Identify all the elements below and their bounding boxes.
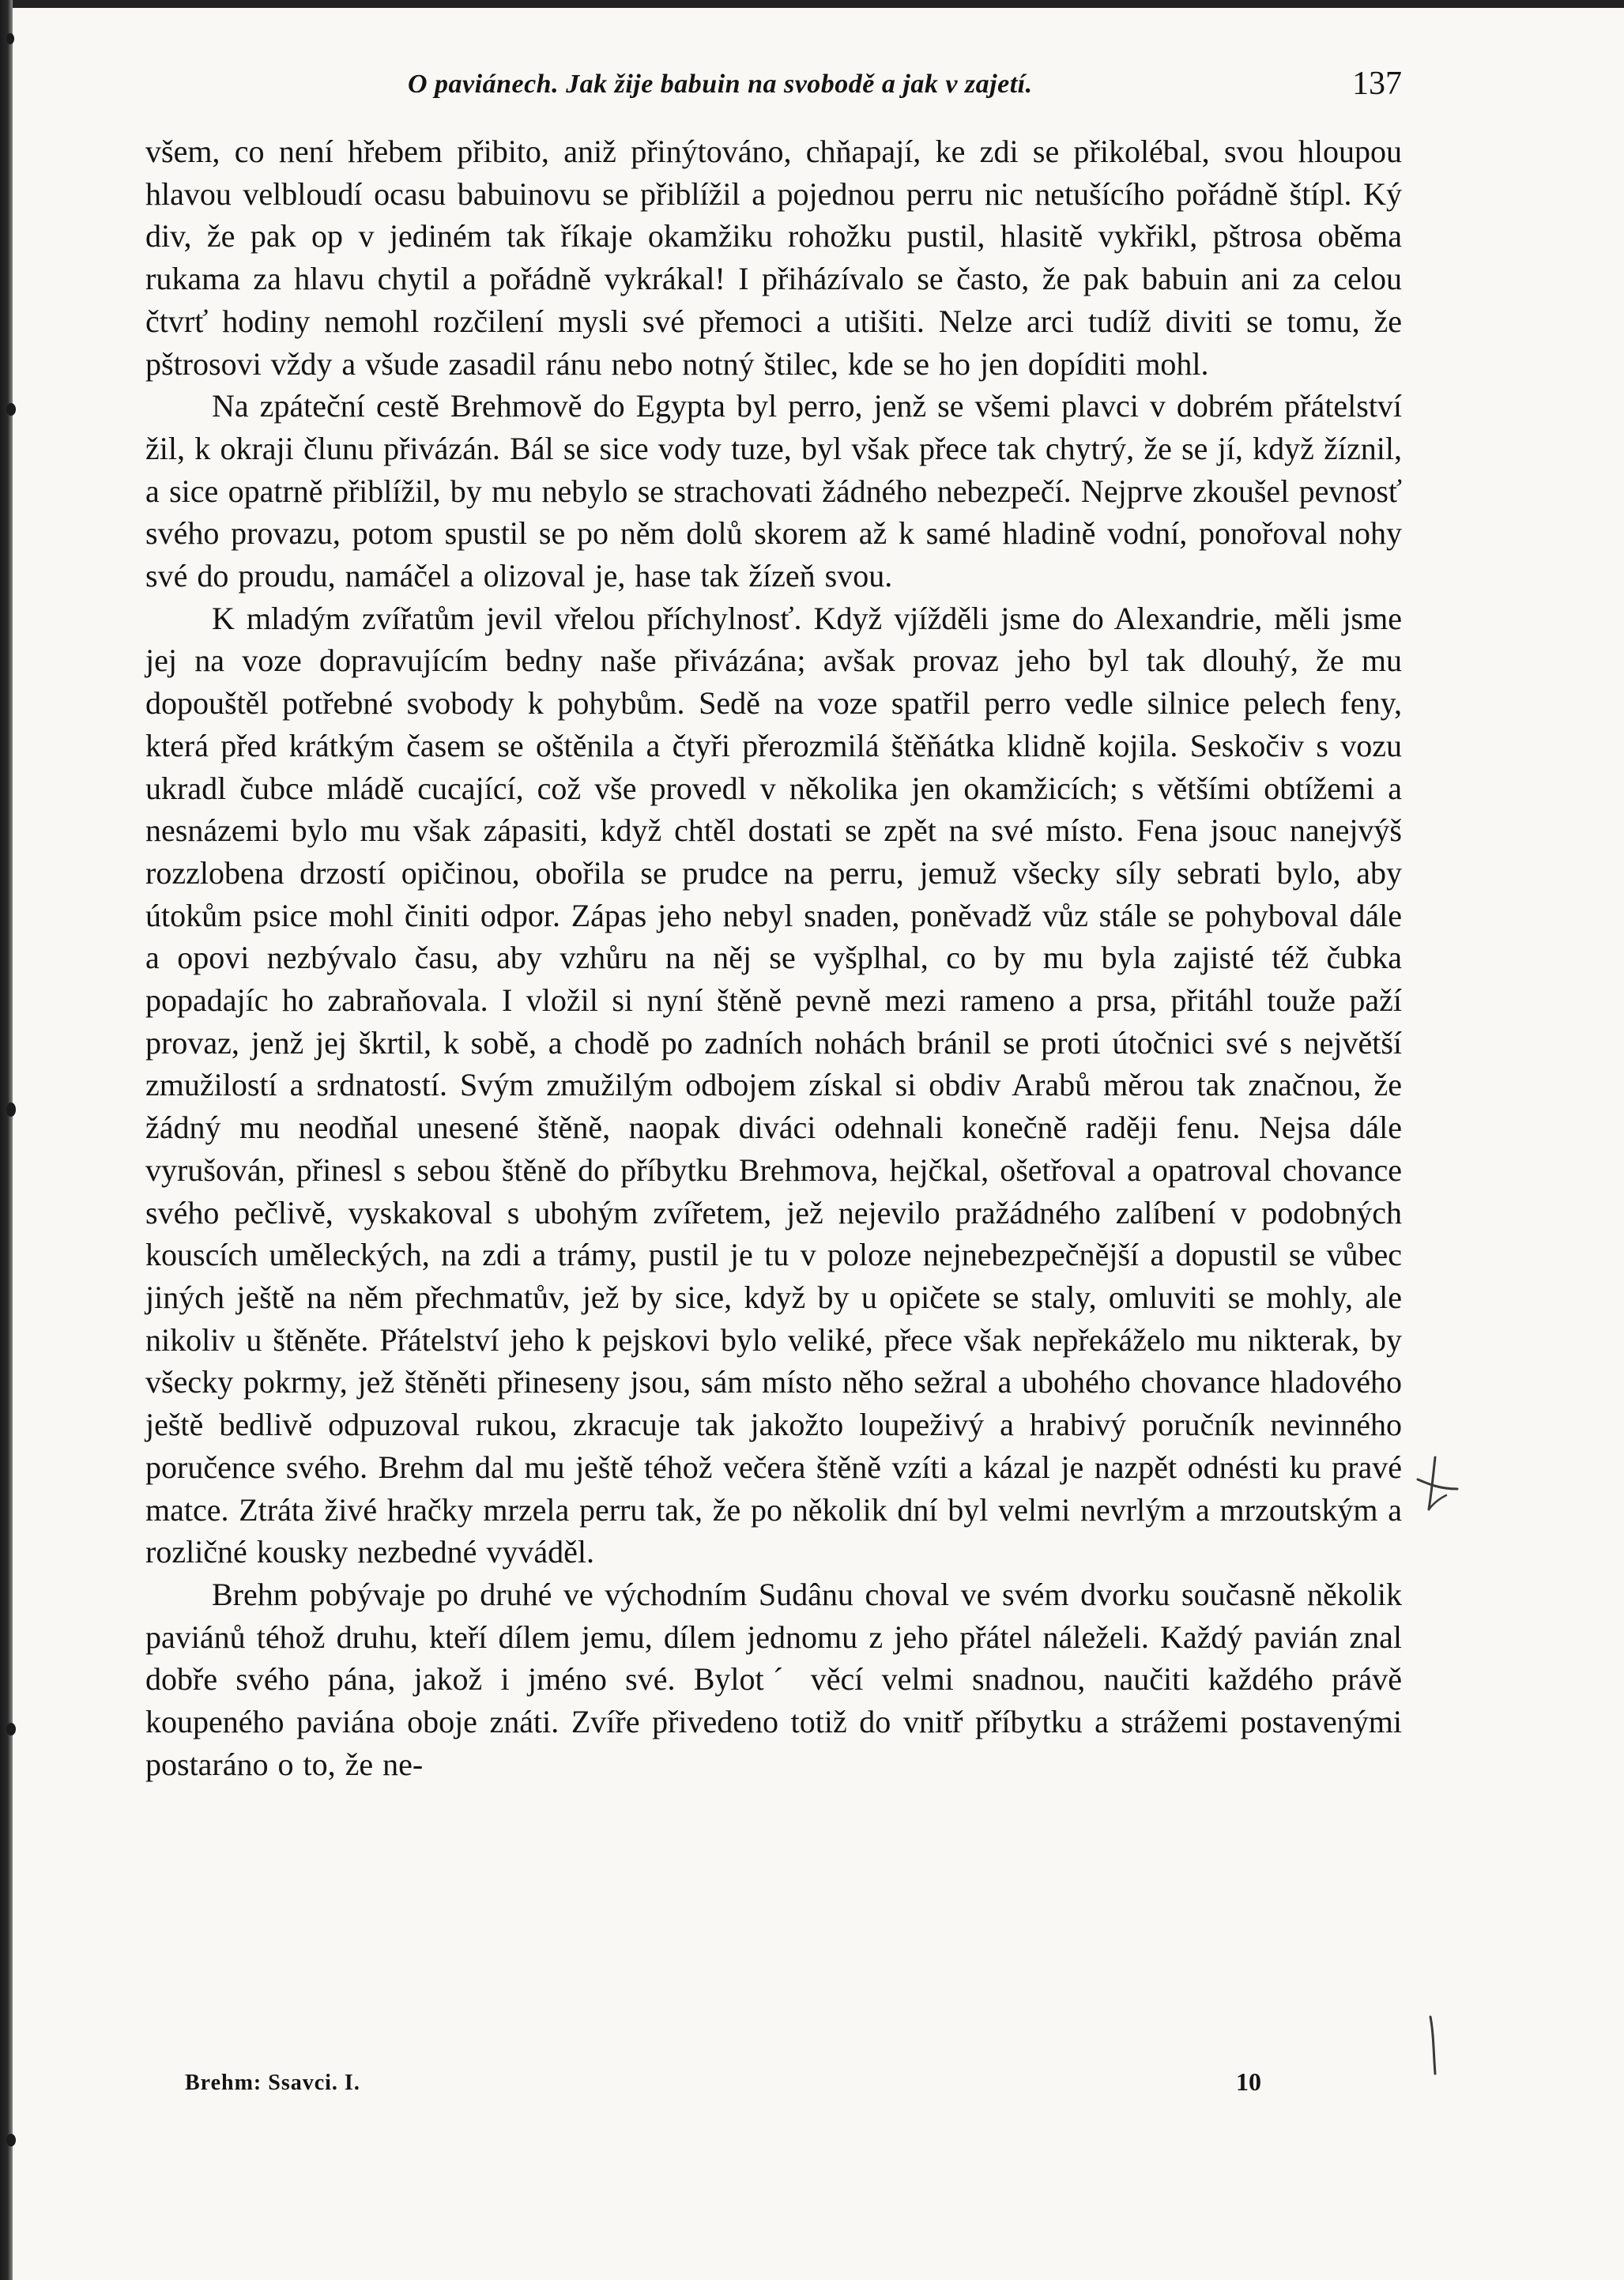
paragraph: K mladým zvířatům jevil vřelou příchylnosť. Když vjížděli jsme do Alexandrie, měli jsme jej na voze dopravujícím bedny naše přivázána; avšak provaz jeho byl tak dlouhý, že mu dopouštěl potřebné svobody k pohybům. Sedě na voze spatřil perro vedle silnice pelech feny, která před krátkým časem se oštěnila a čtyři přerozmilá štěňátka klidně kojila. Seskočiv s vozu ukradl čubce mládě cucající, což vše provedl v několika jen okamžicích; s většími obtížemi a nesnázemi bylo mu však zápasiti, když chtěl dostati se zpět na své místo. Fena jsouc nanejvýš rozzlobena drzostí opičinou, obořila se prudce na perru, jemuž všecky síly sebrati bylo, aby útokům psice mohl činiti odpor. Zápas jeho nebyl snaden, poněvadž vůz stále se pohyboval dále a opovi nezbývalo času, aby vzhůru na něj se vyšplhal, co by mu byla zajisté též čubka popadajíc ho zabraňovala. I vložil si nyní štěně pevně mezi rameno a prsa, přitáhl touže paží provaz, jenž jej škrtil, k sobě, a chodě po zadních nohách bránil se proti útočnici své s největší zmužilostí a srdnatostí. Svým zmužilým odbojem získal si obdiv Arabů měrou tak značnou, že žádný mu neodňal unesené štěně, naopak diváci odehnali konečně raději fenu. Nejsa dále vyrušován, přinesl s sebou štěně do příbytku Brehmova, hejčkal, ošetřoval a opatroval chovance svého pečlivě, vyskakoval s ubohým zvířetem, jež nejevilo pražádného zalíbení v podobných kouscích uměleckých, na zdi a trámy, pustil je tu v poloze nejnebezpečnější a dopustil se vůbec jiných ještě na něm přechmatův, jež by sice, když by u opičete se staly, omluviti se mohly, ale nikoliv u štěněte. Přátelství jeho k pejskovi bylo veliké, přece však nepřekáželo mu nikterak, by všecky pokrmy, jež štěněti přineseny jsou, sám místo něho sežral a ubohého chovance hladového ještě bedlivě odpuzoval rukou, zkracuje tak jakožto loupeživý a hrabivý poručník nevinného poručence svého. Brehm dal mu ještě téhož večera štěně vzíti a kázal je nazpět odnésti ku pravé matce. Ztráta živé hračky mrzela perru tak, že po několik dní byl velmi nevrlým a mrzoutským a rozličné kousky nezbedné vyváděl. [145, 600, 1402, 1570]
page-footer [185, 2055, 1291, 2094]
pencil-cross-mark [1415, 1454, 1462, 1517]
edge-speck [6, 33, 14, 44]
sheet-number: 10 [1236, 2067, 1261, 2096]
page-header [145, 63, 1402, 111]
paragraph: Na zpáteční cestě Brehmově do Egypta byl perro, jenž se všemi plavci v dobrém přátelství žil, k okraji člunu přivázán. Bál se sice vody tuze, byl však přece tak chytrý, že se jí, když žíznil, a sice opatrně přiblížil, by mu nebylo se strachovati žádného nebezpečí. Nejprve zkoušel pevnosť svého provazu, potom spustil se po něm dolů skorem až k samé hladině vodní, ponořoval nohy své do proudu, namáčel a olizoval je, hase tak žízeň svou. [145, 388, 1402, 594]
scan-left-edge [0, 0, 13, 2280]
paragraph: Brehm pobývaje po druhé ve východním Sudânu choval ve svém dvorku současně několik paviánů téhož druhu, kteří dílem jemu, dílem jednomu z jeho přátel náleželi. Každý pavián znal dobře svého pána, jakož i jméno své. Bylotˊ věcí velmi snadnou, naučiti každého právě koupeného paviána oboje znáti. Zvíře přivedeno totiž do vnitř příbytku a strážemi postavenými postaráno o to, že ne- [145, 1576, 1402, 1782]
paragraph: všem, co není hřebem přibito, aniž přinýtováno, chňapají, ke zdi se přikolébal, svou hloupou hlavou velbloudí ocasu babuinovu se přiblížil a pojednou perru nic netušícího pořádně štípl. Ký div, že pak op v jediném tak říkaje okamžiku rohožku pustil, hlasitě vykřikl, pštrosa oběma rukama za hlavu chytil a pořádně vykrákal! I přiházívalo se často, že pak babuin ani za celou čtvrť hodiny nemohl rozčilení mysli své přemoci a utišiti. Nelze arci tudíž diviti se tomu, že pštrosovi vždy a všude zasadil ránu nebo notný štilec, kde se ho jen dopíditi mohl. [145, 134, 1402, 382]
running-title: O paviánech. Jak žije babuin na svobodě a jak v zajetí. [408, 70, 1033, 99]
pencil-line-mark [1422, 2014, 1446, 2077]
edge-speck [6, 2134, 16, 2146]
scan-top-edge [0, 0, 1624, 8]
page-number: 137 [1352, 66, 1402, 102]
edge-speck [6, 1723, 16, 1735]
edge-speck [6, 403, 16, 416]
body-text [145, 130, 1402, 1785]
signature-mark: Brehm: Ssavci. I. [185, 2071, 360, 2095]
edge-speck [6, 1102, 16, 1117]
